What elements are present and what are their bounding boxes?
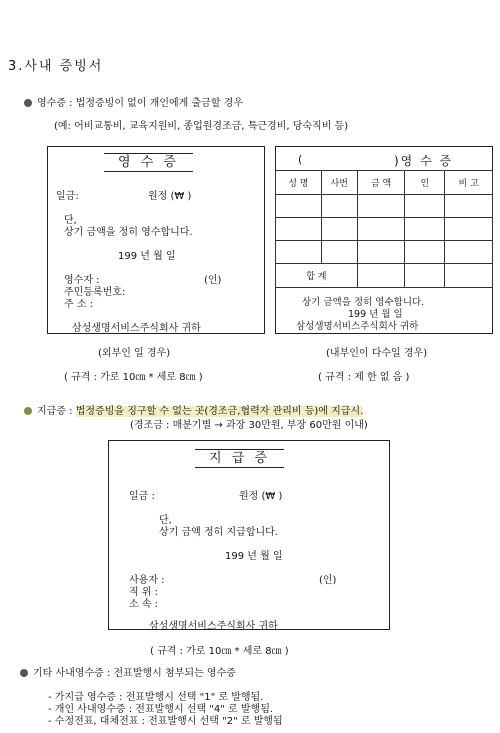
bullet-icon bbox=[24, 407, 32, 415]
seal-mark: (인) bbox=[319, 575, 337, 586]
external-spec: ( 규격 : 가로 10㎝ * 세로 8㎝ ) bbox=[64, 372, 203, 383]
internal-receipt-table bbox=[275, 170, 493, 288]
amount-won: 원정 (₩ ) bbox=[148, 191, 192, 202]
date-line: 199 년 월 일 bbox=[225, 551, 283, 562]
amount-label: 일금: bbox=[56, 191, 79, 202]
internal-date: 199 년 월 일 bbox=[348, 309, 403, 320]
total-label: 합 계 bbox=[276, 264, 358, 288]
confirm-text: 상기 금액을 정히 영수합니다. bbox=[64, 227, 193, 238]
user-label: 사용자 : bbox=[129, 575, 165, 586]
total-row bbox=[276, 264, 493, 288]
seal-mark: (인) bbox=[204, 275, 222, 286]
company-line: 삼성생명서비스주식회사 귀하 bbox=[72, 323, 201, 334]
position-label: 직 위 : bbox=[129, 587, 159, 598]
bullet-icon bbox=[20, 669, 28, 677]
internal-company: 삼성생명서비스주식회사 귀하 bbox=[296, 321, 419, 332]
list-item: - 개인 사내영수증 : 전표발행시 선택 "4" 로 발행됨. bbox=[48, 704, 274, 715]
form-title: 지 급 증 bbox=[195, 447, 284, 466]
address-label: 주 소 : bbox=[64, 299, 94, 310]
payment-spec: ( 규격 : 가로 10㎝ * 세로 8㎝ ) bbox=[150, 646, 289, 657]
internal-confirm: 상기 금액을 정히 영수합니다. bbox=[302, 297, 425, 308]
dan-label: 단, bbox=[159, 515, 172, 526]
dan-label: 단, bbox=[64, 215, 77, 226]
header-name: 성 명 bbox=[276, 171, 322, 195]
table-header-row bbox=[276, 171, 493, 195]
section-title: 3.사내 증빙서 bbox=[8, 59, 104, 74]
payment-bullet-line bbox=[24, 402, 363, 417]
table-row bbox=[276, 218, 493, 241]
bullet-icon bbox=[24, 99, 32, 107]
amount-label: 일금 : bbox=[129, 491, 155, 502]
date-line: 199 년 월 일 bbox=[118, 251, 176, 262]
header-emp-no: 사번 bbox=[321, 171, 357, 195]
dept-label: 소 속 : bbox=[129, 599, 159, 610]
header-amount: 금 액 bbox=[357, 171, 405, 195]
receipt-examples: (예: 어비교통비, 교육지원비, 종업원경조금, 특근경비, 당숙직비 등) bbox=[54, 121, 349, 132]
amount-won: 원정 (₩ ) bbox=[239, 491, 283, 502]
company-line: 삼성생명서비스주식회사 귀하 bbox=[149, 621, 278, 632]
other-bullet-line bbox=[20, 664, 236, 679]
internal-caption: (내부인이 다수일 경우) bbox=[326, 348, 428, 359]
internal-spec: ( 규격 : 제 한 없 음 ) bbox=[318, 372, 410, 383]
payment-description: 법정증빙을 징구할 수 없는 곳(경조금,협력자 관리비 등)에 지급시. bbox=[75, 406, 364, 417]
confirm-text: 상기 금액 정히 지급합니다. bbox=[159, 527, 278, 538]
resident-no-label: 주민등록번호: bbox=[64, 287, 126, 298]
other-description: 기타 사내영수증 : 전표발행시 첨부되는 영수증 bbox=[33, 668, 236, 679]
table-row bbox=[276, 241, 493, 264]
list-item: - 수정전표, 대체전표 : 전표발행시 선택 "2" 로 발행됨 bbox=[48, 716, 283, 727]
payment-sub-line: (경조금 : 매분기별 → 과장 30만원, 부장 60만원 이내) bbox=[130, 420, 368, 431]
receiver-label: 영수자 : bbox=[64, 275, 100, 286]
receipt-description: 영수증 : 법정증빙이 없이 개인에게 출금할 경우 bbox=[37, 98, 243, 109]
list-item: - 가지급 영수증 : 전표발행시 선택 "1" 로 발행됨. bbox=[48, 692, 264, 703]
table-row bbox=[276, 195, 493, 218]
form-title: 영 수 증 bbox=[104, 151, 193, 170]
receipt-bullet-line bbox=[24, 94, 243, 109]
header-remarks: 비 고 bbox=[445, 171, 493, 195]
external-receipt-form bbox=[47, 146, 265, 334]
external-caption: (외부인 일 경우) bbox=[98, 348, 171, 359]
internal-title: )영 수 증 bbox=[394, 154, 454, 168]
payment-prefix: 지급증 : bbox=[37, 406, 76, 417]
internal-title-paren: ( bbox=[298, 153, 303, 166]
payment-form bbox=[108, 440, 390, 630]
header-seal: 인 bbox=[405, 171, 445, 195]
